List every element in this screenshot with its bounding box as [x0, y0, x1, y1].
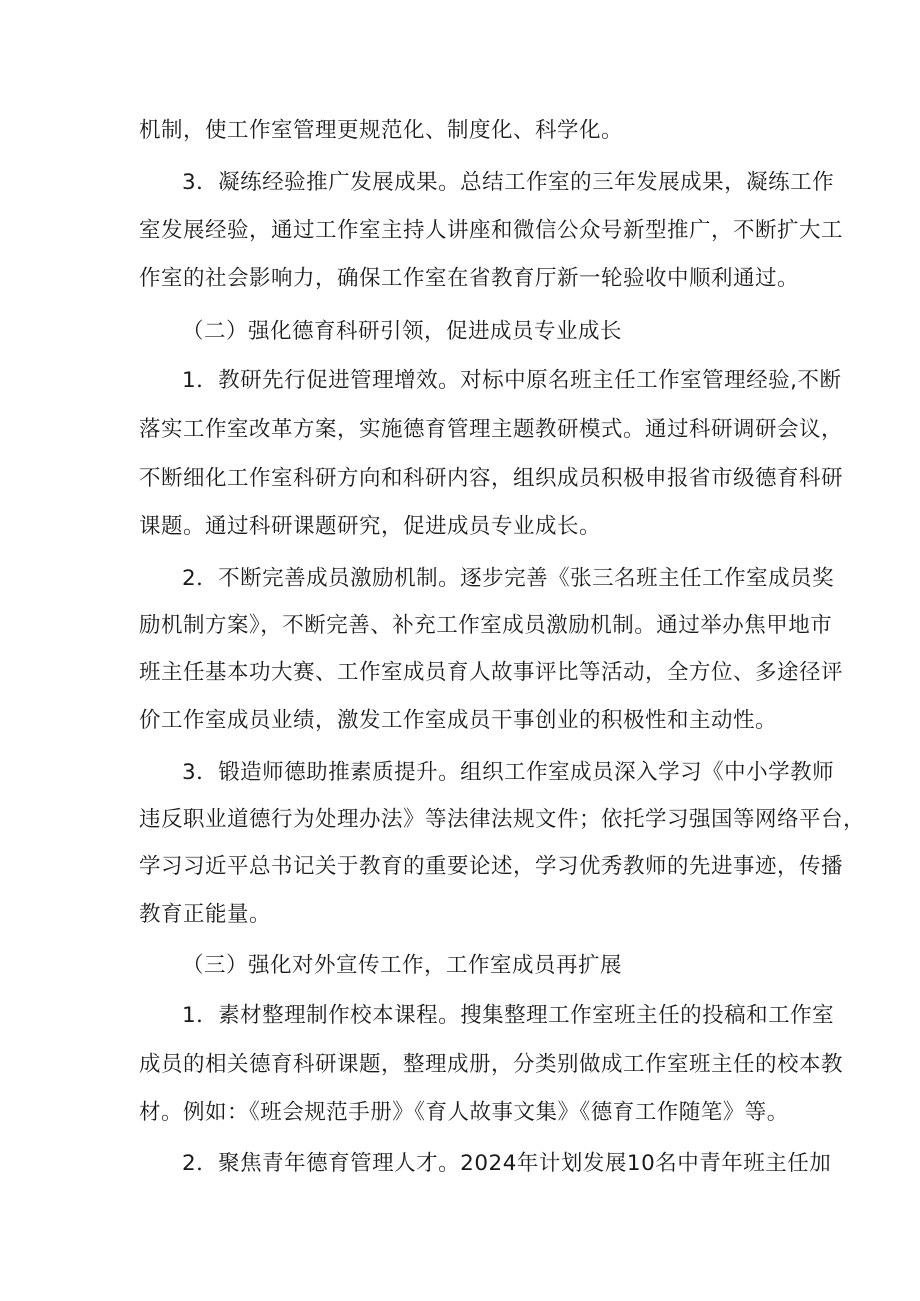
- text-line: 课题。通过科研课题研究，促进成员专业成长。: [139, 514, 602, 539]
- text-line: 2．聚焦青年德育管理人才。2024年计划发展10名中青年班主任加: [182, 1151, 832, 1176]
- text-line: 3．凝练经验推广发展成果。总结工作室的三年发展成果，凝练工作: [182, 170, 835, 195]
- text-line: 励机制方案》，不断完善、补充工作室成员激励机制。通过举办焦甲地市: [139, 613, 833, 638]
- text-line: 不断细化工作室科研方向和科研内容，组织成员积极申报省市级德育科研: [139, 466, 844, 491]
- text-line: 机制，使工作室管理更规范化、制度化、科学化。: [139, 118, 624, 143]
- text-line: 2．不断完善成员激励机制。逐步完善《张三名班主任工作室成员奖: [182, 566, 835, 591]
- text-line: 落实工作室改革方案，实施德育管理主题教研模式。通过科研调研会议，: [139, 417, 844, 442]
- text-line: 作室的社会影响力，确保工作室在省教育厅新一轮验收中顺利通过。: [139, 266, 800, 291]
- text-line: 成员的相关德育科研课题，整理成册，分类别做成工作室班主任的校本教: [139, 1052, 844, 1077]
- section-heading: （三）强化对外宣传工作，工作室成员再扩展: [182, 953, 623, 978]
- text-line: 违反职业道德行为处理办法》等法律法规文件；依托学习强国等网络平台，: [139, 807, 866, 832]
- text-line: 学习习近平总书记关于教育的重要论述，学习优秀教师的先进事迹，传播: [139, 854, 844, 879]
- section-heading: （二）强化德育科研引领，促进成员专业成长: [182, 319, 623, 344]
- text-line: 3．锻造师德助推素质提升。组织工作室成员深入学习《中小学教师: [182, 760, 835, 785]
- text-line: 教育正能量。: [139, 902, 272, 927]
- text-line: 1．教研先行促进管理增效。对标中原名班主任工作室管理经验,不断: [182, 368, 842, 393]
- text-line: 班主任基本功大赛、工作室成员育人故事评比等活动，全方位、多途径评: [139, 660, 844, 685]
- text-line: 材。例如：《班会规范手册》《育人故事文集》《德育工作随笔》等。: [139, 1100, 789, 1125]
- text-line: 室发展经验，通过工作室主持人讲座和微信公众号新型推广，不断扩大工: [139, 218, 844, 243]
- text-line: 价工作室成员业绩，激发工作室成员干事创业的积极性和主动性。: [139, 708, 778, 733]
- text-line: 1．素材整理制作校本课程。搜集整理工作室班主任的投稿和工作室: [182, 1003, 835, 1028]
